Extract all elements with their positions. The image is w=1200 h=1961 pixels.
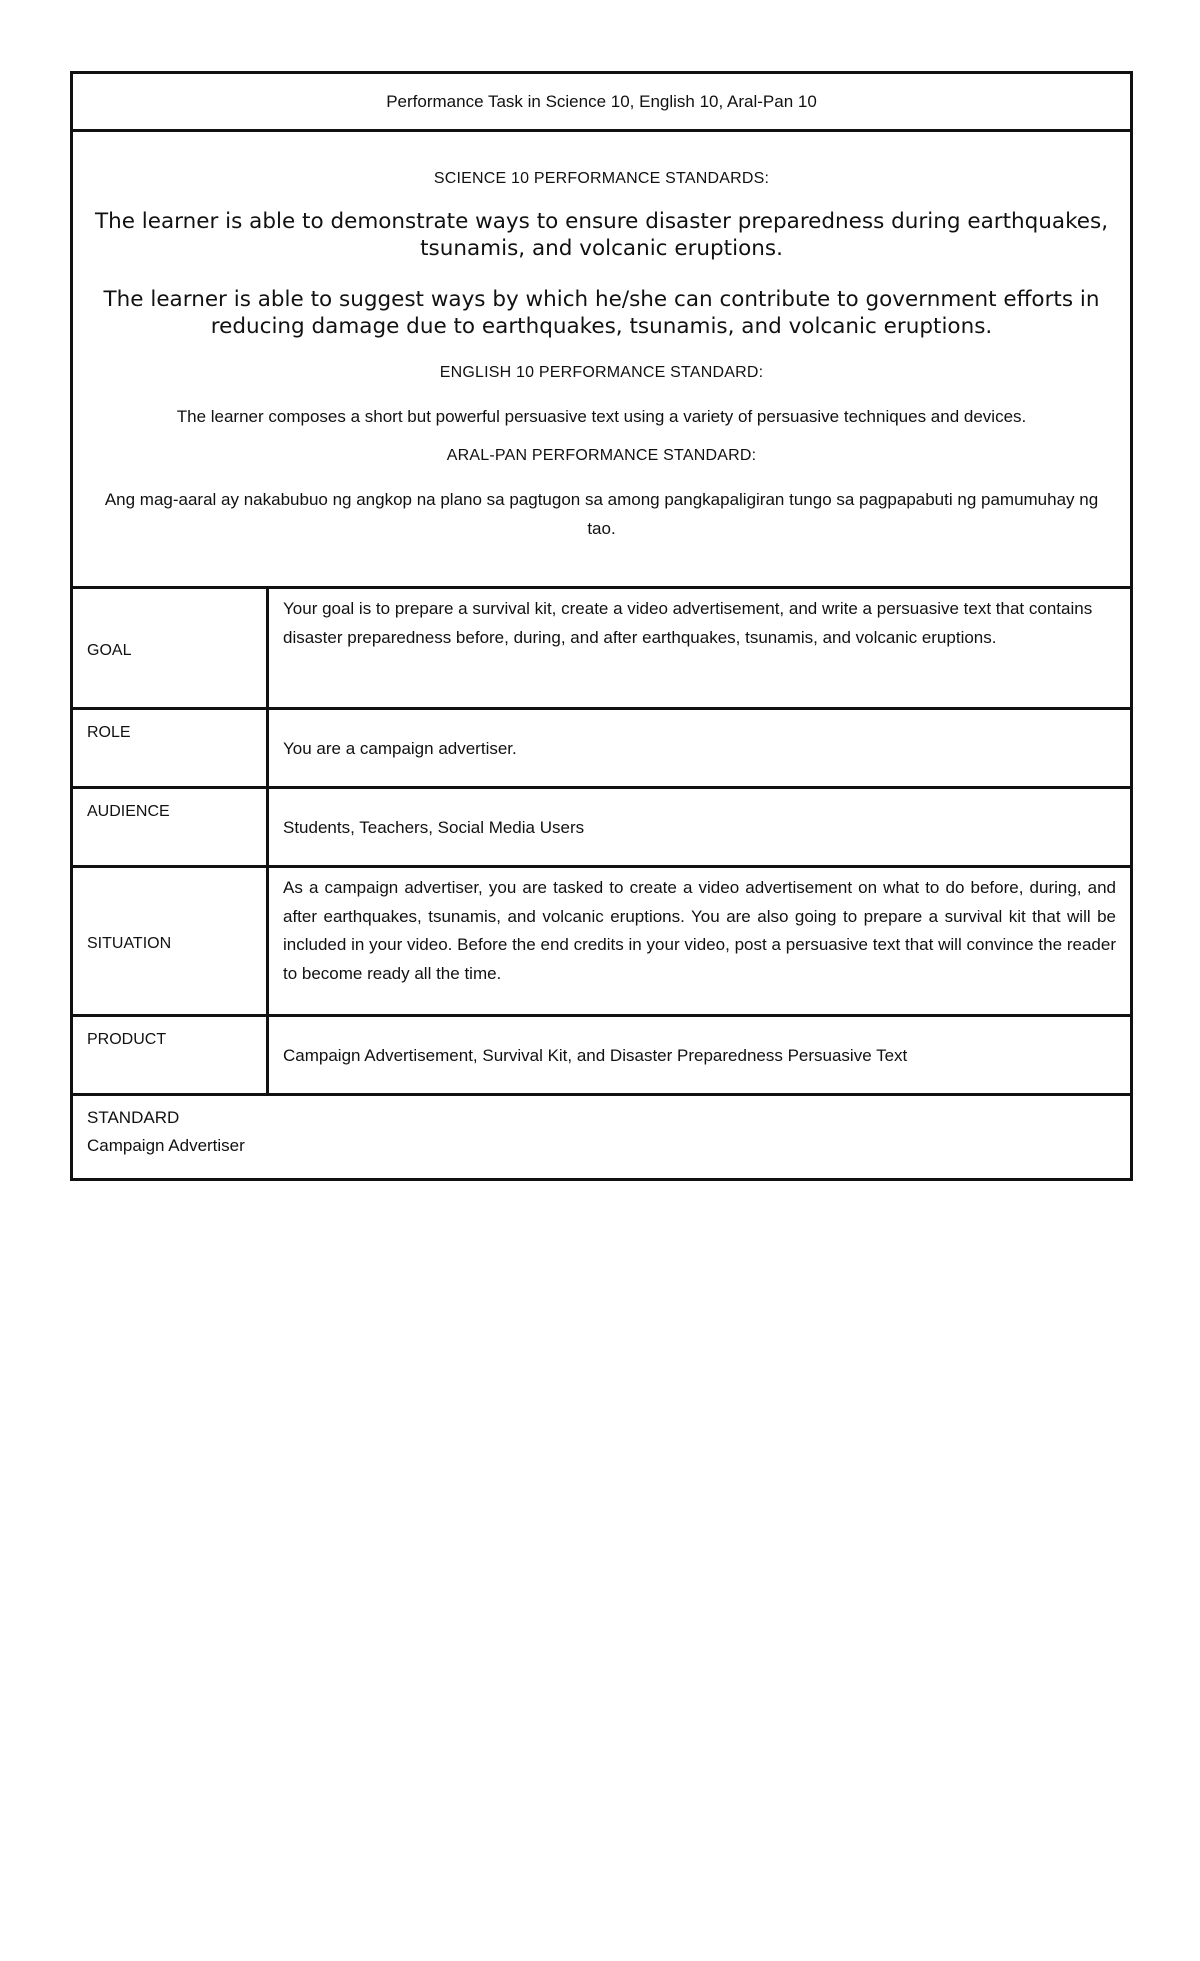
aralpan-standard-heading: ARAL-PAN PERFORMANCE STANDARD:: [446, 447, 757, 464]
standard-cell: [72, 1095, 1132, 1180]
role-value: You are a campaign advertiser.: [268, 709, 1132, 788]
performance-task-table: [70, 71, 1133, 1181]
audience-value: Students, Teachers, Social Media Users: [268, 788, 1132, 867]
audience-label: AUDIENCE: [72, 788, 268, 867]
english-standard-1: The learner composes a short but powerful persuasive text using a variety of persuasive techniques and devices.: [176, 407, 1027, 426]
goal-label: GOAL: [72, 588, 268, 709]
performance-standards-section: [72, 131, 1132, 588]
goal-value: Your goal is to prepare a survival kit, create a video advertisement, and write a persuasive text that contains disaster preparedness before, during, and after earthquakes, tsunamis, and volcanic eruptions.: [268, 588, 1132, 709]
english-standard-heading: ENGLISH 10 PERFORMANCE STANDARD:: [439, 364, 764, 381]
situation-row: [72, 867, 1132, 1016]
science-standard-2: The learner is able to suggest ways by which he/she can contribute to government efforts in reducing damage due to earthquakes, tsunamis, and volcanic eruptions.: [103, 287, 1100, 339]
standard-value: Campaign Advertiser: [87, 1136, 245, 1155]
goal-row: [72, 588, 1132, 709]
product-value: Campaign Advertisement, Survival Kit, and Disaster Preparedness Persuasive Text: [268, 1016, 1132, 1095]
situation-value: As a campaign advertiser, you are tasked to create a video advertisement on what to do before, during, and after earthquakes, tsunamis, and volcanic eruptions. You are also going to prepare a survival kit that will be included in your video. Before the end credits in your video, post a persuasive text that will convince the reader to become ready all the time.: [268, 867, 1132, 1016]
document-title: Performance Task in Science 10, English 10, Aral-Pan 10: [72, 73, 1132, 131]
role-row: [72, 709, 1132, 788]
product-label: PRODUCT: [72, 1016, 268, 1095]
standard-row: [72, 1095, 1132, 1180]
aralpan-standard-1: Ang mag-aaral ay nakabubuo ng angkop na plano sa pagtugon sa among pangkapaligiran tungo sa pagpapabuti ng pamumuhay ng tao.: [104, 490, 1099, 538]
standard-label: STANDARD: [87, 1108, 180, 1127]
situation-label: SITUATION: [72, 867, 268, 1016]
science-standard-1: The learner is able to demonstrate ways to ensure disaster preparedness during earthquakes, tsunamis, and volcanic eruptions.: [94, 209, 1109, 261]
audience-row: [72, 788, 1132, 867]
role-label: ROLE: [72, 709, 268, 788]
science-standards-heading: SCIENCE 10 PERFORMANCE STANDARDS:: [433, 170, 770, 187]
product-row: [72, 1016, 1132, 1095]
